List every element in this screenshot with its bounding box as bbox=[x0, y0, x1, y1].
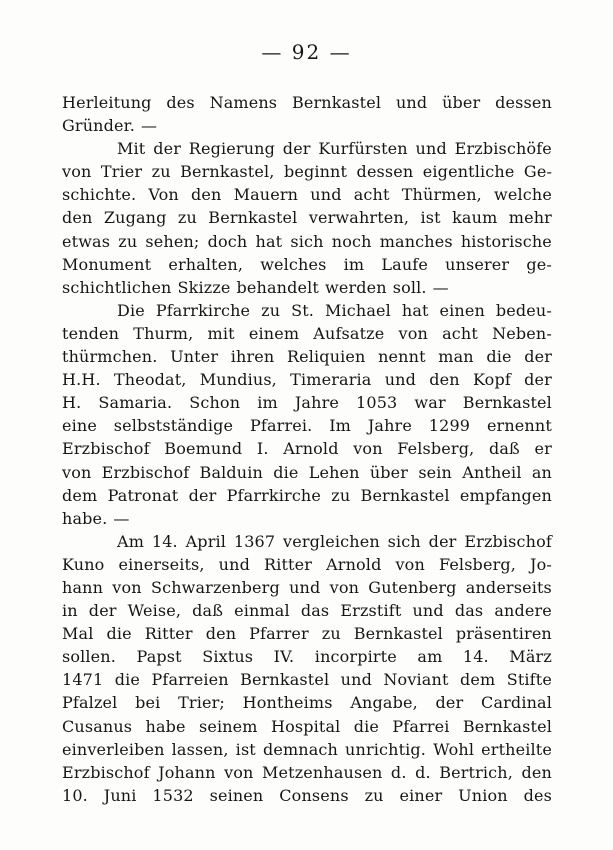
word: präsentiren bbox=[455, 624, 552, 644]
word: Bernkastel bbox=[462, 716, 552, 736]
word: Consens bbox=[279, 785, 349, 805]
word: verwahrten, bbox=[308, 208, 410, 228]
word: und bbox=[340, 670, 372, 690]
word: von bbox=[395, 554, 425, 574]
word: und bbox=[384, 370, 417, 390]
word: kaum bbox=[452, 208, 498, 228]
word: — bbox=[113, 508, 130, 528]
word: daß bbox=[488, 439, 520, 459]
word: 1471 bbox=[62, 670, 104, 690]
word: ertheilte bbox=[481, 739, 552, 759]
word: der bbox=[524, 347, 552, 367]
word: und bbox=[218, 554, 250, 574]
word: des bbox=[523, 785, 552, 805]
word: St. bbox=[291, 300, 315, 320]
word: der bbox=[524, 370, 552, 390]
word: dessen bbox=[495, 93, 552, 112]
word: — bbox=[432, 277, 449, 297]
word: Kopf bbox=[472, 370, 511, 390]
word: 1299 bbox=[428, 416, 471, 436]
word: Johann bbox=[158, 762, 216, 782]
word: von bbox=[224, 762, 254, 782]
word: er bbox=[534, 439, 552, 459]
word: doch bbox=[207, 231, 248, 251]
word: und bbox=[395, 93, 428, 112]
word: nennt bbox=[378, 347, 426, 367]
word: das bbox=[454, 601, 484, 621]
word: Bernkastel, bbox=[180, 162, 275, 182]
word: der bbox=[153, 139, 181, 159]
word: seinem bbox=[198, 716, 258, 736]
word: Monument bbox=[62, 254, 152, 274]
word: d. bbox=[415, 762, 431, 782]
word: einer bbox=[399, 785, 443, 805]
word: Lehen bbox=[308, 462, 360, 482]
word: hat bbox=[401, 300, 429, 320]
word: den bbox=[521, 762, 552, 782]
word: Aufsatze bbox=[313, 323, 385, 343]
text-line bbox=[62, 461, 552, 484]
text-line bbox=[62, 391, 552, 414]
word: sich bbox=[290, 231, 324, 251]
word: Timeraria bbox=[290, 370, 372, 390]
word: 1367 bbox=[233, 531, 276, 551]
word: Metzenhausen bbox=[262, 762, 383, 782]
word: in bbox=[62, 601, 78, 621]
word: von bbox=[329, 577, 360, 597]
word: 14. bbox=[151, 531, 178, 551]
word: erhalten, bbox=[168, 254, 244, 274]
word: ist bbox=[420, 208, 441, 228]
word: von bbox=[353, 439, 383, 459]
word: unrichtig. bbox=[345, 739, 427, 759]
word: eine bbox=[62, 416, 97, 436]
word: lassen, bbox=[171, 739, 229, 759]
word: Papst bbox=[136, 647, 182, 667]
word: demnach bbox=[262, 739, 338, 759]
word: den bbox=[429, 370, 460, 390]
word: den bbox=[205, 624, 237, 644]
word: andere bbox=[494, 601, 552, 621]
text-line bbox=[62, 114, 552, 137]
word: und bbox=[415, 139, 447, 159]
word: Sixtus bbox=[202, 647, 254, 667]
word: von bbox=[112, 577, 142, 597]
text-line bbox=[62, 299, 552, 322]
text-line bbox=[62, 761, 552, 784]
word: zu bbox=[321, 624, 341, 644]
word: der bbox=[88, 601, 117, 621]
text-line bbox=[62, 137, 552, 160]
word: incorpirte bbox=[314, 647, 397, 667]
word: ernennt bbox=[486, 416, 552, 436]
word: zu bbox=[261, 300, 281, 320]
word: habe. bbox=[62, 508, 108, 528]
text-line bbox=[62, 484, 552, 507]
word: Antheil bbox=[462, 462, 522, 482]
text-line bbox=[62, 253, 552, 276]
word: Unter bbox=[170, 347, 219, 367]
word: einem bbox=[248, 323, 300, 343]
word: Bernkastel bbox=[353, 624, 443, 644]
word: Cardinal bbox=[481, 693, 552, 713]
word: seinen bbox=[209, 785, 264, 805]
word: Mit bbox=[117, 139, 146, 159]
word: Cusanus bbox=[62, 716, 133, 736]
text-line bbox=[62, 414, 552, 437]
word: Laufe bbox=[381, 254, 428, 274]
text-line bbox=[62, 530, 552, 553]
word: Michael bbox=[324, 300, 391, 320]
word: Pfarrer bbox=[249, 624, 309, 644]
word: Reliquien bbox=[286, 347, 366, 367]
word: beginnt bbox=[283, 162, 348, 182]
word: zu bbox=[331, 485, 351, 505]
word: April bbox=[185, 531, 227, 551]
word: und bbox=[412, 601, 444, 621]
word: zu bbox=[151, 162, 171, 182]
word: Zugang bbox=[103, 208, 167, 228]
text-line bbox=[62, 715, 552, 738]
word: Arnold bbox=[283, 439, 339, 459]
word: Samaria. bbox=[98, 393, 173, 413]
word: Boemund bbox=[164, 439, 243, 459]
word: März bbox=[509, 647, 552, 667]
word: IV. bbox=[273, 647, 295, 667]
text-line bbox=[62, 784, 552, 807]
word: mit bbox=[207, 323, 235, 343]
word: selbstständige bbox=[113, 416, 234, 436]
word: von bbox=[398, 323, 428, 343]
word: sich bbox=[387, 531, 421, 551]
word: Schon bbox=[189, 393, 241, 413]
word: Mundius, bbox=[199, 370, 277, 390]
word: 1053 bbox=[356, 393, 398, 413]
word: und bbox=[289, 577, 321, 597]
word: Pfarrkirche bbox=[155, 300, 251, 320]
text-line bbox=[62, 345, 552, 368]
word: Von bbox=[148, 185, 179, 205]
word: noch bbox=[331, 231, 372, 251]
word: einen bbox=[439, 300, 485, 320]
word: der bbox=[188, 485, 217, 505]
word: Felsberg, bbox=[397, 439, 475, 459]
word: von bbox=[62, 162, 92, 182]
text-line bbox=[62, 322, 552, 345]
text-line bbox=[62, 576, 552, 599]
word: Ritter bbox=[264, 554, 313, 574]
word: ist bbox=[235, 739, 256, 759]
word: historische bbox=[460, 231, 552, 251]
word: Trier bbox=[100, 162, 143, 182]
word: über bbox=[442, 93, 481, 112]
word: Bernkastel bbox=[462, 393, 552, 413]
word: I. bbox=[256, 439, 269, 459]
word: Pfarrei bbox=[392, 716, 450, 736]
word: und bbox=[310, 185, 342, 205]
word: Erzbischof bbox=[464, 531, 552, 551]
word: 10. bbox=[62, 785, 88, 805]
text-line bbox=[62, 645, 552, 668]
word: bedeu- bbox=[495, 300, 552, 320]
word: Pfalzel bbox=[62, 693, 118, 713]
word: sollen. bbox=[62, 647, 116, 667]
word: 1532 bbox=[152, 785, 194, 805]
word: Thurm, bbox=[133, 323, 194, 343]
word: — bbox=[140, 116, 158, 136]
word: Am bbox=[117, 531, 145, 551]
word: war bbox=[414, 393, 446, 413]
word: die bbox=[353, 716, 380, 736]
page-number: — 92 — bbox=[261, 40, 352, 64]
word: Schwarzenberg bbox=[150, 577, 280, 597]
word: sein bbox=[418, 462, 453, 482]
word: 14. bbox=[462, 647, 489, 667]
word: Neben- bbox=[492, 323, 552, 343]
text-line bbox=[62, 691, 552, 714]
word: Noviant bbox=[383, 670, 449, 690]
word: soll. bbox=[392, 277, 427, 297]
word: Erzbischof bbox=[62, 762, 150, 782]
word: welche bbox=[494, 185, 552, 205]
word: Gutenberg bbox=[368, 577, 457, 597]
text-line bbox=[62, 206, 552, 229]
word: Bertrich, bbox=[439, 762, 513, 782]
word: einerseits, bbox=[118, 554, 205, 574]
word: manches bbox=[379, 231, 453, 251]
word: Arnold bbox=[326, 554, 382, 574]
word: Hospital bbox=[270, 716, 341, 736]
word: von bbox=[62, 462, 92, 482]
word: H.H. bbox=[62, 370, 101, 390]
word: des bbox=[166, 93, 195, 112]
word: Mauern bbox=[233, 185, 299, 205]
word: die bbox=[114, 670, 141, 690]
word: Stifte bbox=[506, 670, 552, 690]
text-line bbox=[62, 437, 552, 460]
word: ihren bbox=[230, 347, 275, 367]
word: Erzstift bbox=[340, 601, 402, 621]
word: Ritter bbox=[144, 624, 193, 644]
word: Herleitung bbox=[62, 93, 152, 112]
word: die bbox=[273, 462, 299, 482]
word: Bernkastel bbox=[240, 670, 330, 690]
word: Thürmen, bbox=[401, 185, 482, 205]
word: zu bbox=[118, 231, 138, 251]
word: thürmchen. bbox=[62, 347, 158, 367]
word: die bbox=[106, 624, 132, 644]
word: empfangen bbox=[459, 485, 552, 505]
word: Juni bbox=[103, 785, 137, 805]
word: werden bbox=[325, 277, 387, 297]
word: der bbox=[428, 531, 457, 551]
word: Erzbischof bbox=[62, 439, 150, 459]
text-line bbox=[62, 622, 552, 645]
word: Felsberg, bbox=[438, 554, 516, 574]
word: Erzbischof bbox=[101, 462, 190, 482]
text-line bbox=[62, 160, 552, 183]
word: Kurfürsten bbox=[318, 139, 408, 159]
word: einverleiben bbox=[62, 739, 165, 759]
word: tenden bbox=[62, 323, 120, 343]
word: Namens bbox=[209, 93, 278, 112]
word: ge- bbox=[526, 254, 552, 274]
text-line bbox=[62, 276, 552, 299]
word: Wohl bbox=[433, 739, 475, 759]
word: Im bbox=[329, 416, 351, 436]
word: daß bbox=[192, 601, 224, 621]
word: Regierung bbox=[188, 139, 275, 159]
word: Trier; bbox=[178, 693, 225, 713]
word: zu bbox=[364, 785, 384, 805]
word: die bbox=[486, 347, 512, 367]
word: Erzbischöfe bbox=[454, 139, 552, 159]
text-line bbox=[62, 183, 552, 206]
word: welches bbox=[260, 254, 327, 274]
word: unserer bbox=[445, 254, 510, 274]
word: anderseits bbox=[465, 577, 552, 597]
word: schichte. bbox=[62, 185, 137, 205]
word: Pfarrei. bbox=[249, 416, 313, 436]
word: Pfarrkirche bbox=[226, 485, 322, 505]
word: Jo- bbox=[530, 554, 552, 574]
word: behandelt bbox=[236, 277, 319, 297]
body-text bbox=[62, 91, 552, 807]
text-line bbox=[62, 230, 552, 253]
word: am bbox=[417, 647, 443, 667]
word: Weise, bbox=[127, 601, 182, 621]
word: schichtlichen bbox=[62, 277, 172, 297]
word: Bernkastel bbox=[208, 208, 298, 228]
text-line bbox=[62, 507, 552, 530]
word: Bernkastel bbox=[360, 485, 450, 505]
word: eigentliche bbox=[422, 162, 515, 182]
word: etwas bbox=[62, 231, 111, 251]
word: Die bbox=[117, 300, 145, 320]
word: Hontheims bbox=[242, 693, 333, 713]
word: vergleichen bbox=[283, 531, 380, 551]
word: Patronat bbox=[107, 485, 179, 505]
word: über bbox=[369, 462, 409, 482]
word: habe bbox=[145, 716, 186, 736]
word: einmal bbox=[234, 601, 290, 621]
text-line bbox=[62, 553, 552, 576]
word: Kuno bbox=[62, 554, 105, 574]
word: Jahre bbox=[367, 416, 412, 436]
word: an bbox=[531, 462, 552, 482]
word: Skizze bbox=[177, 277, 231, 297]
word: Ge- bbox=[523, 162, 552, 182]
word: im bbox=[343, 254, 365, 274]
word: hann bbox=[62, 577, 104, 597]
word: zu bbox=[177, 208, 197, 228]
word: hat bbox=[255, 231, 283, 251]
word: sehen; bbox=[145, 231, 200, 251]
word: Mal bbox=[62, 624, 94, 644]
word: Theodat, bbox=[113, 370, 187, 390]
word: acht bbox=[442, 323, 478, 343]
word: Balduin bbox=[199, 462, 263, 482]
word: das bbox=[300, 601, 330, 621]
word: Pfarreien bbox=[151, 670, 229, 690]
word: der bbox=[282, 139, 311, 159]
text-line bbox=[62, 668, 552, 691]
word: der bbox=[435, 693, 464, 713]
word: Union bbox=[458, 785, 508, 805]
word: den bbox=[190, 185, 222, 205]
word: acht bbox=[353, 185, 390, 205]
word: man bbox=[438, 347, 474, 367]
text-line bbox=[62, 368, 552, 391]
text-line bbox=[62, 599, 552, 622]
word: Bernkastel bbox=[291, 93, 382, 112]
word: dessen bbox=[356, 162, 414, 182]
word: im bbox=[257, 393, 278, 413]
text-line bbox=[62, 91, 552, 114]
word: dem bbox=[62, 485, 98, 505]
text-line bbox=[62, 738, 552, 761]
word: H. bbox=[62, 393, 82, 413]
word: Angabe, bbox=[350, 693, 418, 713]
word: bei bbox=[135, 693, 161, 713]
word: d. bbox=[390, 762, 407, 782]
word: dem bbox=[459, 670, 496, 690]
word: Jahre bbox=[294, 393, 339, 413]
word: Gründer. bbox=[62, 116, 135, 136]
word: mehr bbox=[508, 208, 552, 228]
word: den bbox=[62, 208, 93, 228]
